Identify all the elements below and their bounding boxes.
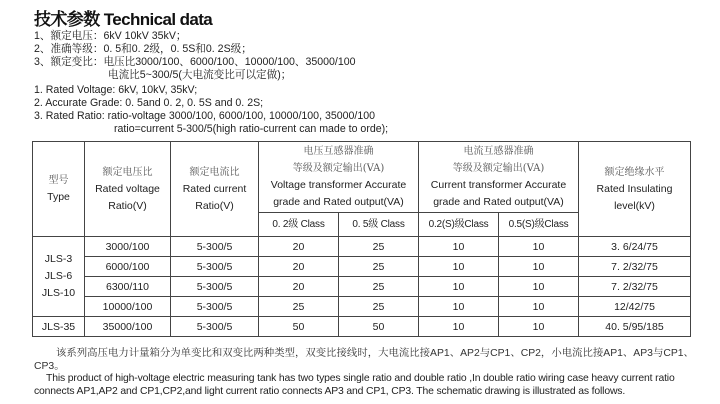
cell-voltage: 10000/100 bbox=[85, 297, 171, 317]
cell-insulation: 12/42/75 bbox=[579, 297, 691, 317]
table-row bbox=[33, 297, 691, 317]
header-type: 型号 Type bbox=[33, 142, 85, 237]
header-insulation: 额定绝缘水平 Rated Insulating level(kV) bbox=[579, 142, 691, 237]
header-ct-accuracy: 电流互感器准确 等级及额定输出(VA) Current transformer Accurate grade and Rated output(VA) bbox=[419, 142, 579, 213]
cell-vt05: 25 bbox=[339, 297, 419, 317]
subheader-ct-02s: 0.2(S)级Class bbox=[419, 213, 499, 237]
cell-current: 5-300/5 bbox=[171, 257, 259, 277]
cell-vt05: 25 bbox=[339, 237, 419, 257]
cell-ct05: 10 bbox=[499, 297, 579, 317]
subheader-vt-02: 0. 2级 Class bbox=[259, 213, 339, 237]
cell-vt02: 20 bbox=[259, 277, 339, 297]
cell-ct02: 10 bbox=[419, 297, 499, 317]
cell-ct02: 10 bbox=[419, 317, 499, 337]
cell-voltage: 6300/110 bbox=[85, 277, 171, 297]
header-row bbox=[33, 142, 691, 213]
cell-insulation: 40. 5/95/185 bbox=[579, 317, 691, 337]
cell-vt02: 20 bbox=[259, 257, 339, 277]
table-row bbox=[33, 317, 691, 337]
cell-current: 5-300/5 bbox=[171, 277, 259, 297]
spec-table bbox=[32, 141, 691, 337]
subheader-ct-05s: 0.5(S)级Class bbox=[499, 213, 579, 237]
footer-note-cn: 该系列高压电力计量箱分为单变比和双变比两种类型，双变比接线时，大电流比接AP1、AP2与CP1、CP2，小电流比接AP1、AP3与CP1、CP3。 bbox=[34, 348, 694, 372]
spec-en-accuracy: 2. Accurate Grade: 0. 5and 0. 2, 0. 5S and 0. 2S; bbox=[34, 97, 264, 109]
spec-cn-voltage: 1、额定电压：6kV 10kV 35kV； bbox=[34, 30, 187, 42]
subheader-vt-05: 0. 5级 Class bbox=[339, 213, 419, 237]
table-row bbox=[33, 257, 691, 277]
cell-ct02: 10 bbox=[419, 277, 499, 297]
cell-type: JLS-35 bbox=[33, 317, 85, 337]
cell-vt05: 50 bbox=[339, 317, 419, 337]
page-title: 技术参数 Technical data bbox=[34, 10, 213, 29]
spec-list bbox=[34, 30, 388, 136]
header-voltage-ratio: 额定电压比 Rated voltage Ratio(V) bbox=[85, 142, 171, 237]
cell-current: 5-300/5 bbox=[171, 317, 259, 337]
footer-note-en: This product of high-voltage electric measuring tank has two types single ratio and double ratio ,In double ratio wiring case heavy current ratio connects AP1,AP2 and CP1,CP2,and light current ratio connects AP3 and CP1, CP3. The schematic drawing is illustrated as follows. bbox=[34, 373, 675, 397]
cell-current: 5-300/5 bbox=[171, 237, 259, 257]
cell-insulation: 7. 2/32/75 bbox=[579, 257, 691, 277]
header-vt-accuracy: 电压互感器准确 等级及额定输出(VA) Voltage transformer Accurate grade and Rated output(VA) bbox=[259, 142, 419, 213]
cell-ct05: 10 bbox=[499, 317, 579, 337]
cell-voltage: 6000/100 bbox=[85, 257, 171, 277]
spec-en-voltage: 1. Rated Voltage: 6kV, 10kV, 35kV; bbox=[34, 84, 198, 96]
cell-ct02: 10 bbox=[419, 237, 499, 257]
header-current-ratio: 额定电流比 Rated current Ratio(V) bbox=[171, 142, 259, 237]
footer-notes bbox=[34, 348, 706, 398]
table-row bbox=[33, 277, 691, 297]
cell-ct05: 10 bbox=[499, 237, 579, 257]
spec-en-ratio: 3. Rated Ratio: ratio-voltage 3000/100, 6000/100, 10000/100, 35000/100 bbox=[34, 110, 376, 122]
spec-cn-current-ratio: 电流比5~300/5(大电流变比可以定做)； bbox=[108, 69, 292, 81]
cell-insulation: 3. 6/24/75 bbox=[579, 237, 691, 257]
cell-vt02: 50 bbox=[259, 317, 339, 337]
cell-ct05: 10 bbox=[499, 257, 579, 277]
cell-ct05: 10 bbox=[499, 277, 579, 297]
cell-vt02: 20 bbox=[259, 237, 339, 257]
cell-voltage: 3000/100 bbox=[85, 237, 171, 257]
cell-vt05: 25 bbox=[339, 257, 419, 277]
spec-cn-ratio: 3、额定变比：电压比3000/100、6000/100、10000/100、35000/100 bbox=[34, 56, 356, 68]
cell-vt05: 25 bbox=[339, 277, 419, 297]
cell-voltage: 35000/100 bbox=[85, 317, 171, 337]
cell-ct02: 10 bbox=[419, 257, 499, 277]
spec-cn-accuracy: 2、准确等级：0. 5和0. 2级，0. 5S和0. 2S级； bbox=[34, 43, 252, 55]
table-row bbox=[33, 237, 691, 257]
type-group-jls: JLS-3 JLS-6 JLS-10 bbox=[33, 237, 85, 317]
spec-en-current-ratio: ratio=current 5-300/5(high ratio-current can made to orde); bbox=[114, 123, 389, 135]
cell-vt02: 25 bbox=[259, 297, 339, 317]
cell-insulation: 7. 2/32/75 bbox=[579, 277, 691, 297]
cell-current: 5-300/5 bbox=[171, 297, 259, 317]
